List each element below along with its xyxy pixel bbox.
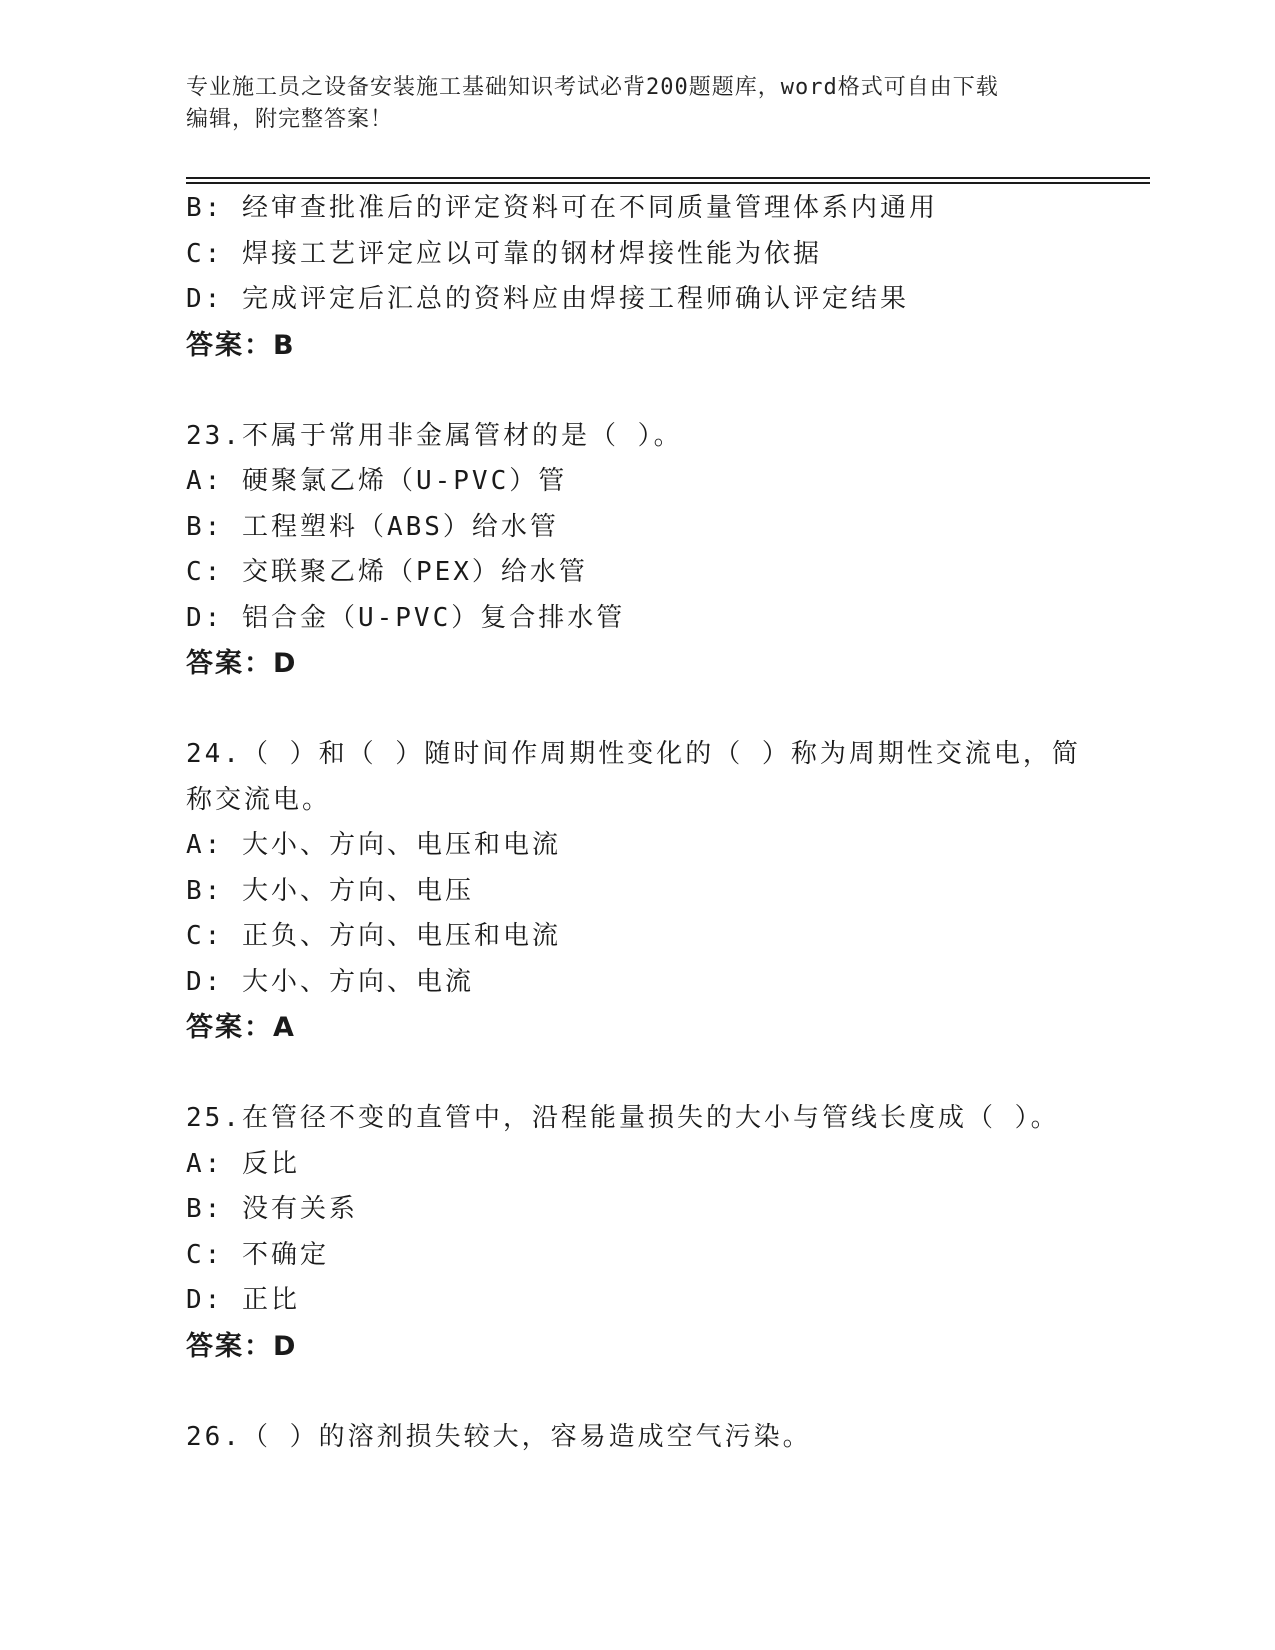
question-25 <box>186 1096 1086 1369</box>
question-26 <box>186 1415 1086 1461</box>
spacer <box>186 1051 1086 1097</box>
option-c: C: 不确定 <box>186 1239 329 1270</box>
option-d: D: 正比 <box>186 1285 300 1315</box>
option-d: D: 大小、方向、电流 <box>186 966 474 997</box>
question-22-continued <box>186 186 1086 368</box>
option-b: B: 没有关系 <box>186 1194 358 1224</box>
option-a: A: 反比 <box>186 1148 300 1179</box>
option-b: B: 大小、方向、电压 <box>186 875 474 906</box>
header-title-line-2: 编辑，附完整答案！ <box>186 107 394 132</box>
header-divider-bottom <box>186 182 1150 184</box>
question-stem-line-1: 24.（ ）和（ ）随时间作周期性变化的（ ）称为周期性交流电，简 <box>186 739 1081 769</box>
answer-line: 答案：B <box>186 329 296 361</box>
header-divider-top <box>186 177 1150 179</box>
option-c: C: 焊接工艺评定应以可靠的钢材焊接性能为依据 <box>186 238 822 269</box>
option-c: C: 交联聚乙烯（PEX）给水管 <box>186 557 588 587</box>
question-stem: 26.（ ）的溶剂损失较大，容易造成空气污染。 <box>186 1421 812 1452</box>
document-header <box>186 72 1066 136</box>
question-stem: 25.在管径不变的直管中，沿程能量损失的大小与管线长度成（ ）。 <box>186 1103 1060 1133</box>
option-b: B: 工程塑料（ABS）给水管 <box>186 511 559 542</box>
header-title-line-1: 专业施工员之设备安装施工基础知识考试必背200题题库，word格式可自由下载 <box>186 75 999 100</box>
question-stem: 23.不属于常用非金属管材的是（ ）。 <box>186 420 683 451</box>
question-23 <box>186 414 1086 687</box>
answer-line: 答案：D <box>186 1330 298 1362</box>
option-b: B: 经审查批准后的评定资料可在不同质量管理体系内通用 <box>186 193 938 223</box>
option-d: D: 完成评定后汇总的资料应由焊接工程师确认评定结果 <box>186 284 909 314</box>
answer-line: 答案：D <box>186 648 298 679</box>
question-stem-line-2: 称交流电。 <box>186 784 332 815</box>
spacer <box>186 687 1086 733</box>
question-list <box>186 186 1086 1460</box>
question-24 <box>186 732 1086 1051</box>
option-a: A: 硬聚氯乙烯（U-PVC）管 <box>186 466 568 496</box>
spacer <box>186 1369 1086 1415</box>
option-c: C: 正负、方向、电压和电流 <box>186 921 561 951</box>
option-d: D: 铝合金（U-PVC）复合排水管 <box>186 602 626 633</box>
answer-line: 答案：A <box>186 1012 296 1043</box>
spacer <box>186 368 1086 414</box>
option-a: A: 大小、方向、电压和电流 <box>186 830 561 860</box>
